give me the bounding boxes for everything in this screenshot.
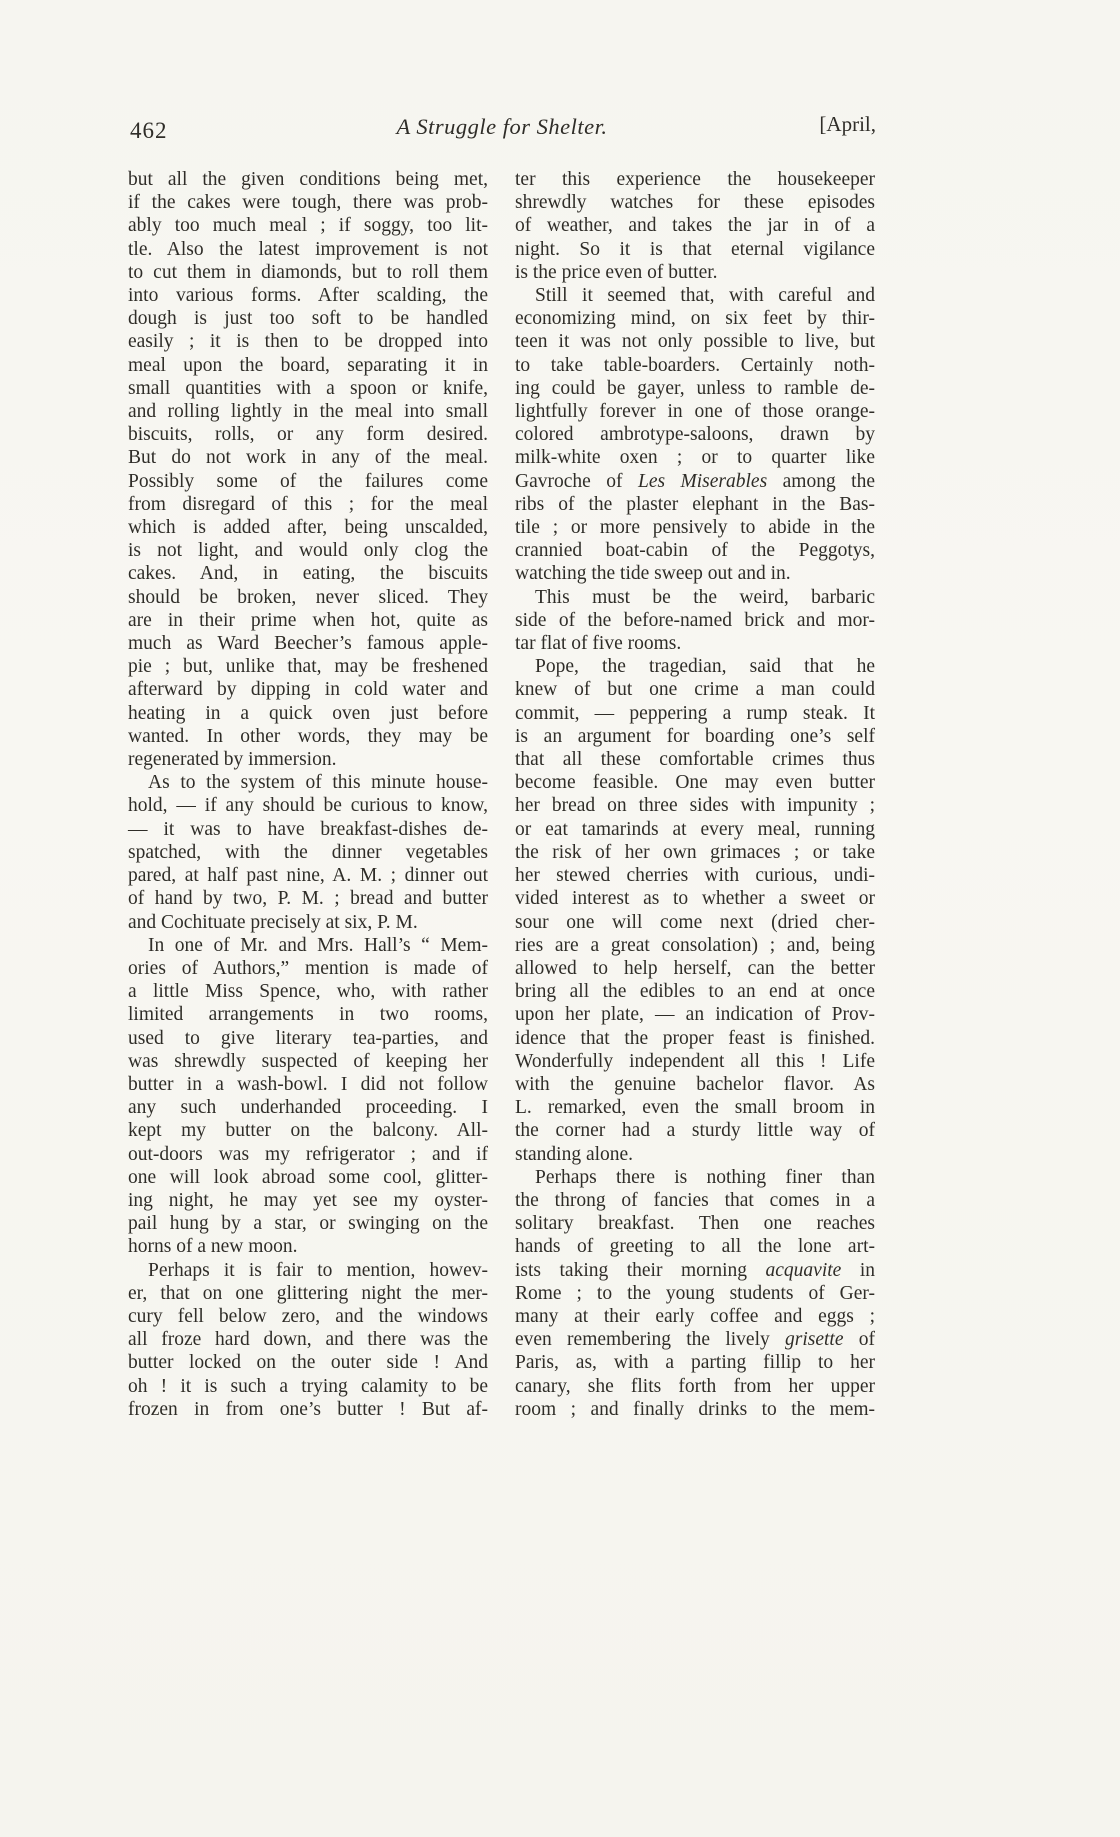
paragraph (515, 586, 875, 656)
text-line: the corner had a sturdy little way of (515, 1120, 875, 1142)
text-line: commit, — peppering a rump steak. It (515, 702, 875, 724)
text-line: meal upon the board, separating it in (128, 354, 488, 376)
text-line: cakes. And, in eating, the biscuits (128, 563, 488, 585)
text-line: milk-white oxen ; or to quarter like (515, 447, 875, 469)
text-line: regenerated by immersion. (128, 749, 337, 771)
text-line: solitary breakfast. Then one reaches (515, 1213, 875, 1235)
paragraph (515, 168, 875, 284)
text-line: vided interest as to whether a sweet or (515, 888, 875, 910)
paragraph (128, 934, 488, 1259)
paragraph (128, 168, 488, 771)
text-line: ing night, he may yet see my oyster- (128, 1189, 488, 1211)
text-line: used to give literary tea-parties, and (128, 1027, 488, 1049)
text-line: the risk of her own grimaces ; or take (515, 841, 875, 863)
text-line: that all these comfortable crimes thus (515, 749, 875, 771)
text-line: — it was to have breakfast-dishes de- (128, 818, 488, 840)
text-line: one will look abroad some cool, glitter- (128, 1166, 488, 1188)
text-line: L. remarked, even the small broom in (515, 1097, 875, 1119)
text-line: or eat tamarinds at every meal, running (515, 818, 875, 840)
text-line: Paris, as, with a parting fillip to her (515, 1352, 875, 1374)
issue-date: [April, (819, 112, 876, 136)
text-line: watching the tide sweep out and in. (515, 563, 791, 585)
page-number: 462 (130, 118, 168, 143)
text-line: horns of a new moon. (128, 1236, 298, 1258)
text-block (128, 110, 876, 1421)
text-line: easily ; it is then to be dropped into (128, 331, 488, 353)
text-line: the throng of fancies that comes in a (515, 1189, 875, 1211)
text-line: many at their early coffee and eggs ; (515, 1305, 875, 1327)
text-line: to take table-boarders. Certainly noth- (515, 354, 875, 376)
text-line: become feasible. One may even butter (515, 772, 875, 794)
text-line: biscuits, rolls, or any form desired. (128, 424, 488, 446)
text-line: But do not work in any of the meal. (128, 447, 488, 469)
text-line: and rolling lightly in the meal into small (128, 401, 488, 423)
text-line: ter this experience the housekeeper (515, 169, 875, 190)
column-left (128, 168, 488, 1421)
text-line: pared, at half past nine, A. M. ; dinner out (128, 865, 488, 887)
text-line: are in their prime when hot, quite as (128, 609, 488, 631)
text-line: much as Ward Beecher’s famous apple- (128, 633, 488, 655)
text-line: into various forms. After scalding, the (128, 285, 488, 307)
text-line: all froze hard down, and there was the (128, 1329, 488, 1351)
text-line: ably too much meal ; if soggy, too lit- (128, 215, 488, 237)
paragraph (515, 1166, 875, 1421)
text-line: butter locked on the outer side ! And (128, 1352, 488, 1374)
text-line: from disregard of this ; for the meal (128, 493, 488, 515)
text-line: but all the given conditions being met, (128, 169, 488, 190)
text-line: side of the before-named brick and mor- (515, 609, 875, 631)
text-line: ists taking their morning acquavite in (515, 1259, 875, 1281)
text-line: shrewdly watches for these episodes (515, 192, 875, 214)
text-line: bring all the edibles to an end at once (515, 981, 875, 1003)
text-line: tile ; or more pensively to abide in the (515, 517, 875, 539)
text-line: and Cochituate precisely at six, P. M. (128, 911, 418, 933)
text-line: dough is just too soft to be handled (128, 308, 488, 330)
text-line: Pope, the tragedian, said that he (535, 656, 875, 678)
text-line: colored ambrotype-saloons, drawn by (515, 424, 875, 446)
text-line: heating in a quick oven just before (128, 702, 488, 724)
running-title: A Struggle for Shelter. (396, 114, 608, 139)
text-line: pail hung by a star, or swinging on the (128, 1213, 488, 1235)
text-line: ing could be gayer, unless to ramble de- (515, 377, 875, 399)
text-line: knew of but one crime a man could (515, 679, 875, 701)
text-line: standing alone. (515, 1143, 634, 1165)
text-line: afterward by dipping in cold water and (128, 679, 488, 701)
text-line: crannied boat-cabin of the Peggotys, (515, 540, 875, 562)
paragraph (515, 284, 875, 586)
text-line: a little Miss Spence, who, with rather (128, 981, 488, 1003)
text-line: frozen in from one’s butter ! But af- (128, 1398, 488, 1420)
text-line: Still it seemed that, with careful and (535, 285, 875, 307)
text-line: night. So it is that eternal vigilance (515, 238, 875, 260)
text-line: her bread on three sides with impunity ; (515, 795, 875, 817)
text-line: is not light, and would only clog the (128, 540, 488, 562)
paragraph (515, 655, 875, 1165)
text-line: to cut them in diamonds, but to roll them (128, 261, 488, 283)
text-line: small quantities with a spoon or knife, (128, 377, 488, 399)
paragraph (128, 771, 488, 933)
text-line: room ; and finally drinks to the mem- (515, 1398, 875, 1420)
text-line: er, that on one glittering night the mer- (128, 1282, 488, 1304)
text-line: Wonderfully independent all this ! Life (515, 1050, 875, 1072)
text-line: cury fell below zero, and the windows (128, 1305, 488, 1327)
text-line: As to the system of this minute house- (148, 772, 488, 794)
text-line: This must be the weird, barbaric (535, 586, 875, 608)
text-line: is the price even of butter. (515, 261, 718, 283)
text-line: spatched, with the dinner vegetables (128, 841, 488, 863)
text-line: was shrewdly suspected of keeping her (128, 1050, 488, 1072)
text-line: Perhaps it is fair to mention, howev- (148, 1259, 488, 1281)
text-line: with the genuine bachelor flavor. As (515, 1073, 875, 1095)
text-line: kept my butter on the balcony. All- (128, 1120, 488, 1142)
text-line: tle. Also the latest improvement is not (128, 238, 488, 260)
text-line: ribs of the plaster elephant in the Bas- (515, 493, 875, 515)
column-right (515, 168, 875, 1421)
text-line: hands of greeting to all the lone art- (515, 1236, 875, 1258)
page-header (128, 110, 876, 154)
text-line: In one of Mr. and Mrs. Hall’s “ Mem- (148, 934, 488, 956)
text-line: Rome ; to the young students of Ger- (515, 1282, 875, 1304)
text-line: teen it was not only possible to live, but (515, 331, 875, 353)
text-line: allowed to help herself, can the better (515, 957, 875, 979)
text-line: her stewed cherries with curious, undi- (515, 865, 875, 887)
text-line: if the cakes were tough, there was prob- (128, 192, 488, 214)
text-line: Perhaps there is nothing finer than (535, 1166, 875, 1188)
text-line: Gavroche of Les Miserables among the (515, 470, 875, 492)
text-line: sour one will come next (dried cher- (515, 911, 875, 933)
text-line: hold, — if any should be curious to know, (128, 795, 488, 817)
text-line: canary, she flits forth from her upper (515, 1375, 875, 1397)
text-line: economizing mind, on six feet by thir- (515, 308, 875, 330)
text-line: butter in a wash-bowl. I did not follow (128, 1073, 488, 1095)
text-line: idence that the proper feast is finished. (515, 1027, 875, 1049)
text-line: oh ! it is such a trying calamity to be (128, 1375, 488, 1397)
text-line: wanted. In other words, they may be (128, 725, 488, 747)
text-line: any such underhanded proceeding. I (128, 1097, 488, 1119)
text-line: should be broken, never sliced. They (128, 586, 488, 608)
text-line: out-doors was my refrigerator ; and if (128, 1143, 488, 1165)
two-column-body (128, 168, 876, 1421)
text-line: pie ; but, unlike that, may be freshened (128, 656, 488, 678)
text-line: which is added after, being unscalded, (128, 517, 488, 539)
text-line: limited arrangements in two rooms, (128, 1004, 488, 1026)
paragraph (128, 1259, 488, 1421)
text-line: lightfully forever in one of those orange- (515, 401, 875, 423)
text-line: is an argument for boarding one’s self (515, 725, 875, 747)
text-line: of weather, and takes the jar in of a (515, 215, 875, 237)
text-line: tar flat of five rooms. (515, 633, 682, 655)
text-line: even remembering the lively grisette of (515, 1329, 875, 1351)
text-line: ries are a great consolation) ; and, being (515, 934, 875, 956)
text-line: upon her plate, — an indication of Prov- (515, 1004, 875, 1026)
text-line: ories of Authors,” mention is made of (128, 957, 488, 979)
text-line: of hand by two, P. M. ; bread and butter (128, 888, 488, 910)
text-line: Possibly some of the failures come (128, 470, 488, 492)
